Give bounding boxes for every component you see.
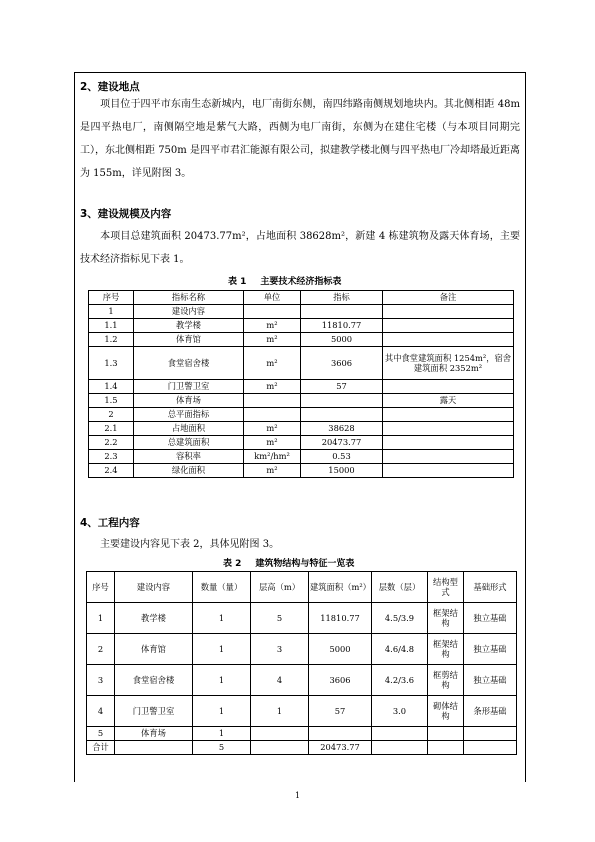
header-cell: 基础形式 [464,572,517,603]
table-cell: 食堂宿舍楼 [115,665,193,696]
table-cell: m² [244,422,301,436]
table-cell [383,333,514,347]
table-cell: 5 [193,741,251,755]
table-cell: 门卫警卫室 [115,696,193,727]
table-cell: 体育场 [115,727,193,741]
table-cell: 2 [89,408,134,422]
section-heading-location: 2、建设地点 [80,81,140,93]
table-cell [372,727,428,741]
table-cell: m² [244,436,301,450]
table-cell: 体育馆 [115,634,193,665]
table-row [87,634,517,665]
header-cell: 指标 [301,291,383,305]
header-cell: 层高（m） [251,572,309,603]
table-cell: 食堂宿舍楼 [134,347,244,380]
table-cell [428,727,464,741]
table-cell: 体育场 [134,394,244,408]
table-cell: 11810.77 [301,319,383,333]
table-cell: 38628 [301,422,383,436]
table-row [89,319,514,333]
table-cell: 占地面积 [134,422,244,436]
table-cell [383,436,514,450]
table-cell: 5 [251,603,309,634]
table-cell: 4.6/4.8 [372,634,428,665]
table-cell: 合计 [87,741,115,755]
header-cell: 建设内容 [115,572,193,603]
table-cell: 总平面指标 [134,408,244,422]
table-cell [251,741,309,755]
table-cell: 3 [251,634,309,665]
table-cell [301,305,383,319]
page-number: 1 [294,791,301,800]
table-cell: 总建筑面积 [134,436,244,450]
table-cell [464,727,517,741]
table-cell: 4 [251,665,309,696]
table-cell: 20473.77 [309,741,372,755]
table-row [87,696,517,727]
table-cell: m² [244,347,301,380]
table-cell: 11810.77 [309,603,372,634]
table-cell [383,450,514,464]
table-cell: 1.3 [89,347,134,380]
header-cell: 序号 [87,572,115,603]
table-cell: 1 [193,603,251,634]
table-header-row [89,291,514,305]
table-cell: m² [244,333,301,347]
table-header-row [87,572,517,603]
technical-indicator-table [88,290,514,478]
table-row [89,422,514,436]
table-cell: 57 [309,696,372,727]
table-cell: 1.5 [89,394,134,408]
header-cell: 序号 [89,291,134,305]
table-cell [383,464,514,478]
table-cell: 4.5/3.9 [372,603,428,634]
table-row [89,333,514,347]
table-cell: 露天 [383,394,514,408]
table-cell: 2.3 [89,450,134,464]
table-cell: 独立基础 [464,603,517,634]
table-cell: 1 [193,634,251,665]
table-cell: m² [244,319,301,333]
table-cell: 15000 [301,464,383,478]
table-row [87,727,517,741]
header-cell: 单位 [244,291,301,305]
table-row [89,464,514,478]
table-row [89,408,514,422]
table-cell: 2.1 [89,422,134,436]
table-cell [464,741,517,755]
table-cell: 1 [251,696,309,727]
table2-caption: 表 2 建筑物结构与特征一览表 [223,559,355,569]
table-cell [244,408,301,422]
table-cell [428,741,464,755]
table-row [89,394,514,408]
table-cell [383,305,514,319]
table-cell: 门卫警卫室 [134,380,244,394]
header-cell: 指标名称 [134,291,244,305]
table-cell: km²/hm² [244,450,301,464]
table-cell: 体育馆 [134,333,244,347]
location-paragraph: 项目位于四平市东南生态新城内，电厂南街东侧，南四纬路南侧规划地块内。其北侧相距 48m 是四平热电厂，南侧隔空地是紫气大路，西侧为电厂南街，东侧为在建住宅楼（与本项目同期完工），东北侧相距 750m 是四平市君汇能源有限公司，拟建教学楼北侧与四平热电厂冷却塔最近距离为 155m，详见附图 3。 [80,99,520,179]
table-cell: 2.4 [89,464,134,478]
table-cell [383,408,514,422]
table-cell: 独立基础 [464,634,517,665]
table-cell [383,422,514,436]
table-row [87,603,517,634]
table-cell [383,319,514,333]
table-cell: 5000 [301,333,383,347]
table-cell: 绿化面积 [134,464,244,478]
table-cell: 条形基础 [464,696,517,727]
table-cell [301,394,383,408]
section-heading-works: 4、工程内容 [80,517,140,529]
works-paragraph: 主要建设内容见下表 2，具体见附图 3。 [100,539,280,550]
table-cell: 3606 [309,665,372,696]
table1-caption: 表 1 主要技术经济指标表 [228,277,342,287]
table-cell: 容积率 [134,450,244,464]
table-cell: 4.2/3.6 [372,665,428,696]
table-cell: m² [244,464,301,478]
table-cell: 1 [193,665,251,696]
table-cell: 5 [87,727,115,741]
table-cell [372,741,428,755]
header-cell: 建筑面积（m²） [309,572,372,603]
table-cell: 教学楼 [134,319,244,333]
table-cell: 1 [89,305,134,319]
table-cell: 建设内容 [134,305,244,319]
table-cell: 0.53 [301,450,383,464]
table-cell [309,727,372,741]
table-cell: 1 [193,727,251,741]
table-cell: 3.0 [372,696,428,727]
table-cell: 2 [87,634,115,665]
table-cell: 57 [301,380,383,394]
table-cell: 3 [87,665,115,696]
table-row [89,305,514,319]
table-cell: 20473.77 [301,436,383,450]
table-row [87,665,517,696]
table-cell [244,394,301,408]
table-cell: 框架结构 [428,634,464,665]
table-cell: 框剪结构 [428,665,464,696]
table-cell: 1.4 [89,380,134,394]
section-heading-scale: 3、建设规模及内容 [80,208,172,220]
scale-paragraph: 本项目总建筑面积 20473.77m²，占地面积 38628m²，新建 4 栋建筑物及露天体育场，主要技术经济指标见下表 1。 [80,231,520,265]
table-total-row [87,741,517,755]
table-cell [115,741,193,755]
building-structure-table [86,571,517,755]
table-cell: 3606 [301,347,383,380]
table-cell: 1 [87,603,115,634]
table-row [89,347,514,380]
header-cell: 层数（层） [372,572,428,603]
table-cell: 1 [193,696,251,727]
table-cell: 1.2 [89,333,134,347]
table-cell [244,305,301,319]
table-cell: 独立基础 [464,665,517,696]
table-cell: 砌体结构 [428,696,464,727]
table-cell: 教学楼 [115,603,193,634]
table-cell: 1.1 [89,319,134,333]
table-row [89,450,514,464]
table-cell: 5000 [309,634,372,665]
header-cell: 备注 [383,291,514,305]
header-cell: 结构型式 [428,572,464,603]
table-cell: m² [244,380,301,394]
table-cell [383,380,514,394]
table-cell [301,408,383,422]
table-cell [251,727,309,741]
table-row [89,380,514,394]
header-cell: 数量（量） [193,572,251,603]
table-cell: 其中食堂建筑面积 1254m²，宿舍建筑面积 2352m² [383,347,514,380]
table-cell: 框架结构 [428,603,464,634]
table-cell: 2.2 [89,436,134,450]
table-cell: 4 [87,696,115,727]
table-row [89,436,514,450]
